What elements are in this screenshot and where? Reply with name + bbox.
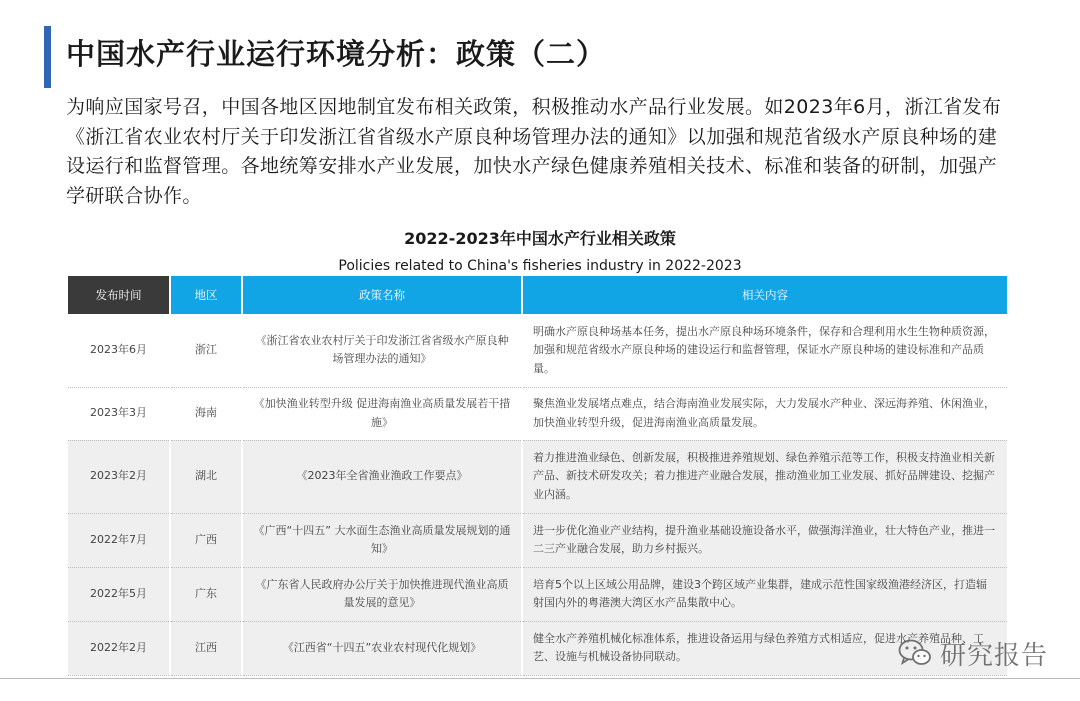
table-subtitle: Policies related to China's fisheries industry in 2022-2023 <box>338 258 742 274</box>
watermark <box>898 636 1048 670</box>
table-row <box>68 567 1008 621</box>
row-policy: 《广西“十四五” 大水面生态渔业高质量发展规划的通知》 <box>242 513 522 567</box>
row-region: 广西 <box>170 513 242 567</box>
header-content: 相关内容 <box>522 276 1008 314</box>
row-policy: 《广东省人民政府办公厅关于加快推进现代渔业高质量发展的意见》 <box>242 567 522 621</box>
row-date: 2022年2月 <box>68 621 170 675</box>
row-date: 2022年5月 <box>68 567 170 621</box>
page-title: 中国水产行业运行环境分析：政策（二） <box>66 37 607 71</box>
table-row <box>68 621 1008 675</box>
header-policy: 政策名称 <box>242 276 522 314</box>
row-date: 2023年2月 <box>68 440 170 513</box>
row-content: 进一步优化渔业产业结构，提升渔业基础设施设备水平，做强海洋渔业，壮大特色产业，推进一二三产业融合发展，助力乡村振兴。 <box>522 513 1008 567</box>
table-header-row <box>68 276 1008 314</box>
intro-paragraph: 为响应国家号召，中国各地区因地制宜发布相关政策，积极推动水产品行业发展。如2023年6月，浙江省发布《浙江省农业农村厅关于印发浙江省省级水产原良种场管理办法的通知》以加强和规范省级水产原良种场的建设运行和监督管理。各地统筹安排水产业发展，加快水产绿色健康养殖相关技术、标准和装备的研制，加强产学研联合协作。 <box>66 96 1002 207</box>
header-date: 发布时间 <box>68 276 170 314</box>
row-policy: 《加快渔业转型升级 促进海南渔业高质量发展若干措施》 <box>242 387 522 440</box>
row-content: 明确水产原良种场基本任务，提出水产原良种场环境条件，保存和合理利用水生生物种质资源，加强和规范省级水产原良种场的建设运行和监督管理，保证水产原良种场的建设标准和产品质量。 <box>522 314 1008 387</box>
header-region: 地区 <box>170 276 242 314</box>
row-content: 培育5个以上区域公用品牌，建设3个跨区域产业集群，建成示范性国家级渔港经济区，打造辐射国内外的粤港澳大湾区水产品集散中心。 <box>522 567 1008 621</box>
table-title: 2022-2023年中国水产行业相关政策 <box>404 229 676 248</box>
footer-divider <box>0 678 1080 679</box>
row-date: 2023年6月 <box>68 314 170 387</box>
row-content: 聚焦渔业发展堵点难点，结合海南渔业发展实际，大力发展水产种业、深远海养殖、休闲渔业，加快渔业转型升级，促进海南渔业高质量发展。 <box>522 387 1008 440</box>
row-content: 着力推进渔业绿色、创新发展，积极推进养殖规划、绿色养殖示范等工作，积极支持渔业相关新产品、新技术研发攻关；着力推进产业融合发展，推动渔业加工业发展、抓好品牌建设、挖掘产业内涵。 <box>522 440 1008 513</box>
title-accent-bar <box>44 26 51 88</box>
table-row <box>68 314 1008 387</box>
row-region: 海南 <box>170 387 242 440</box>
row-region: 湖北 <box>170 440 242 513</box>
row-policy: 《2023年全省渔业渔政工作要点》 <box>242 440 522 513</box>
row-content: 健全水产养殖机械化标准体系，推进设备运用与绿色养殖方式相适应，促进水产养殖品种、工艺、设施与机械设备协同联动。 <box>522 621 1008 675</box>
row-policy: 《江西省“十四五”农业农村现代化规划》 <box>242 621 522 675</box>
wechat-icon <box>898 638 932 668</box>
row-region: 广东 <box>170 567 242 621</box>
row-policy: 《浙江省农业农村厅关于印发浙江省省级水产原良种场管理办法的通知》 <box>242 314 522 387</box>
row-date: 2022年7月 <box>68 513 170 567</box>
table-row <box>68 440 1008 513</box>
row-date: 2023年3月 <box>68 387 170 440</box>
watermark-text: 研究报告 <box>940 640 1049 671</box>
row-region: 浙江 <box>170 314 242 387</box>
row-region: 江西 <box>170 621 242 675</box>
table-row <box>68 513 1008 567</box>
policy-table <box>68 276 1009 676</box>
table-row <box>68 387 1008 440</box>
